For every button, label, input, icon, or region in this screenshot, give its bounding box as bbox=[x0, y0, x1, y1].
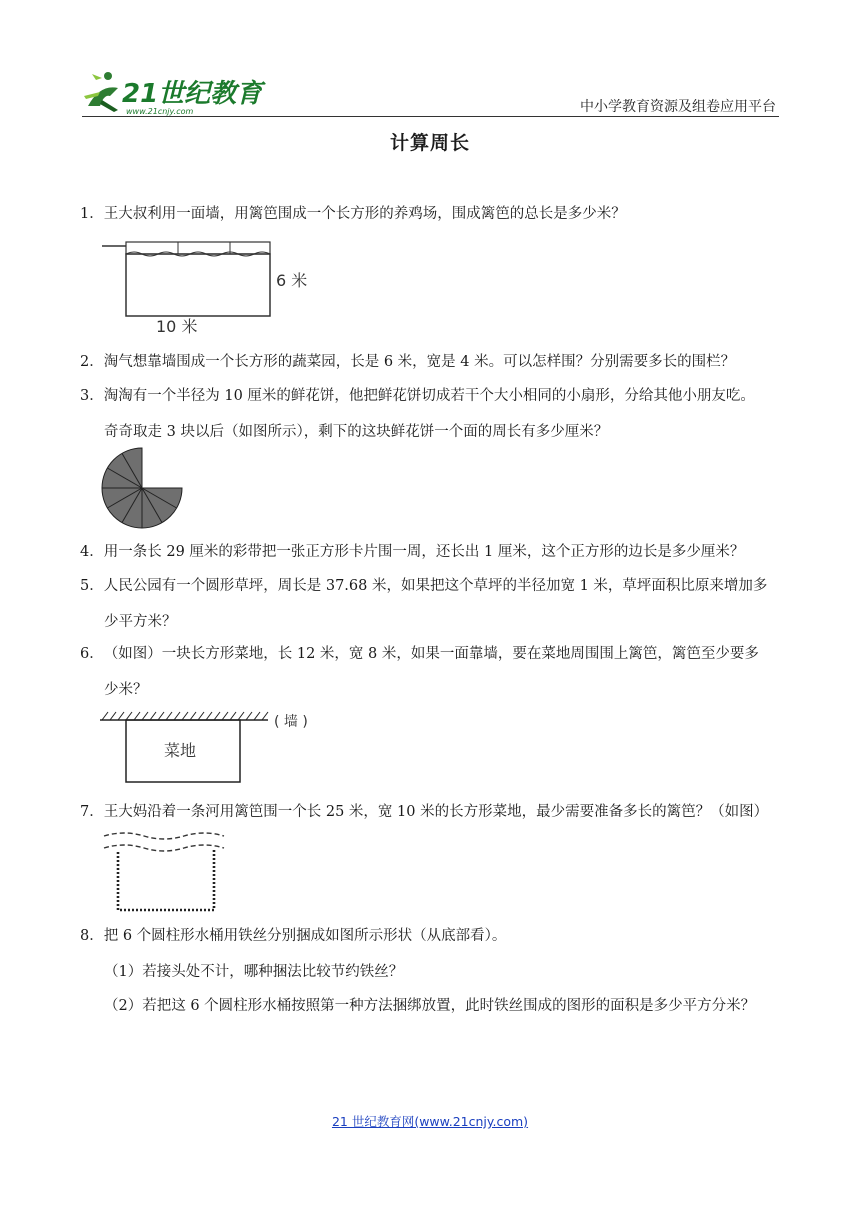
svg-text:6 米: 6 米 bbox=[276, 271, 308, 290]
question-3: 3．淘淘有一个半径为 10 厘米的鲜花饼，他把鲜花饼切成若干个大小相同的小扇形，分给其他小朋友吃。 bbox=[80, 388, 755, 404]
figure-6 bbox=[100, 710, 320, 786]
question-5-line-2: 少平方米？ bbox=[104, 614, 177, 630]
question-2: 2．淘气想靠墙围成一个长方形的蔬菜园，长是 6 米，宽是 4 米。可以怎样围？分别需要多长的围栏？ bbox=[80, 354, 736, 370]
question-5: 5．人民公园有一个圆形草坪，周长是 37.68 米，如果把这个草坪的半径加宽 1 米，草坪面积比原来增加多 bbox=[80, 578, 768, 594]
svg-text:10 米: 10 米 bbox=[156, 317, 198, 336]
svg-text:21世纪教育: 21世纪教育 bbox=[122, 79, 263, 109]
footer-link[interactable]: 21 世纪教育网(www.21cnjy.com) bbox=[331, 1114, 529, 1129]
svg-text:www.21cnjy.com: www.21cnjy.com bbox=[126, 107, 194, 116]
question-1: 1．王大叔利用一面墙，用篱笆围成一个长方形的养鸡场，围成篱笆的总长是多少米？ bbox=[80, 206, 626, 222]
question-6-line-2: 少米？ bbox=[104, 682, 148, 698]
figure-1 bbox=[100, 238, 330, 338]
page-title: 计算周长 bbox=[389, 132, 470, 154]
platform-label: 中小学教育资源及组卷应用平台 bbox=[580, 99, 776, 115]
question-6: 6．（如图）一块长方形菜地，长 12 米，宽 8 米，如果一面靠墙，要在菜地周围围上篱笆，篱笆至少要多 bbox=[80, 646, 759, 662]
question-8: 8．把 6 个圆柱形水桶用铁丝分别捆成如图所示形状（从底部看）。 bbox=[80, 928, 507, 944]
site-logo bbox=[78, 66, 263, 122]
runner-icon bbox=[84, 72, 118, 112]
svg-text:( 墙 ): ( 墙 ) bbox=[274, 714, 308, 730]
question-8-part-2: （2）若把这 6 个圆柱形水桶按照第一种方法捆绑放置，此时铁丝围成的图形的面积是多少平方分米？ bbox=[104, 998, 756, 1014]
figure-3-cake bbox=[98, 444, 188, 534]
figure-7 bbox=[100, 828, 230, 918]
header-rule bbox=[82, 116, 779, 117]
svg-text:菜地: 菜地 bbox=[164, 741, 197, 760]
question-7: 7．王大妈沿着一条河用篱笆围一个长 25 米，宽 10 米的长方形菜地，最少需要准备多长的篱笆？（如图） bbox=[80, 804, 769, 820]
question-3-line-2: 奇奇取走 3 块以后（如图所示），剩下的这块鲜花饼一个面的周长有多少厘米？ bbox=[104, 424, 609, 440]
question-4: 4．用一条长 29 厘米的彩带把一张正方形卡片围一周，还长出 1 厘米，这个正方形的边长是多少厘米？ bbox=[80, 544, 745, 560]
question-8-part-1: （1）若接头处不计，哪种捆法比较节约铁丝？ bbox=[104, 964, 404, 980]
